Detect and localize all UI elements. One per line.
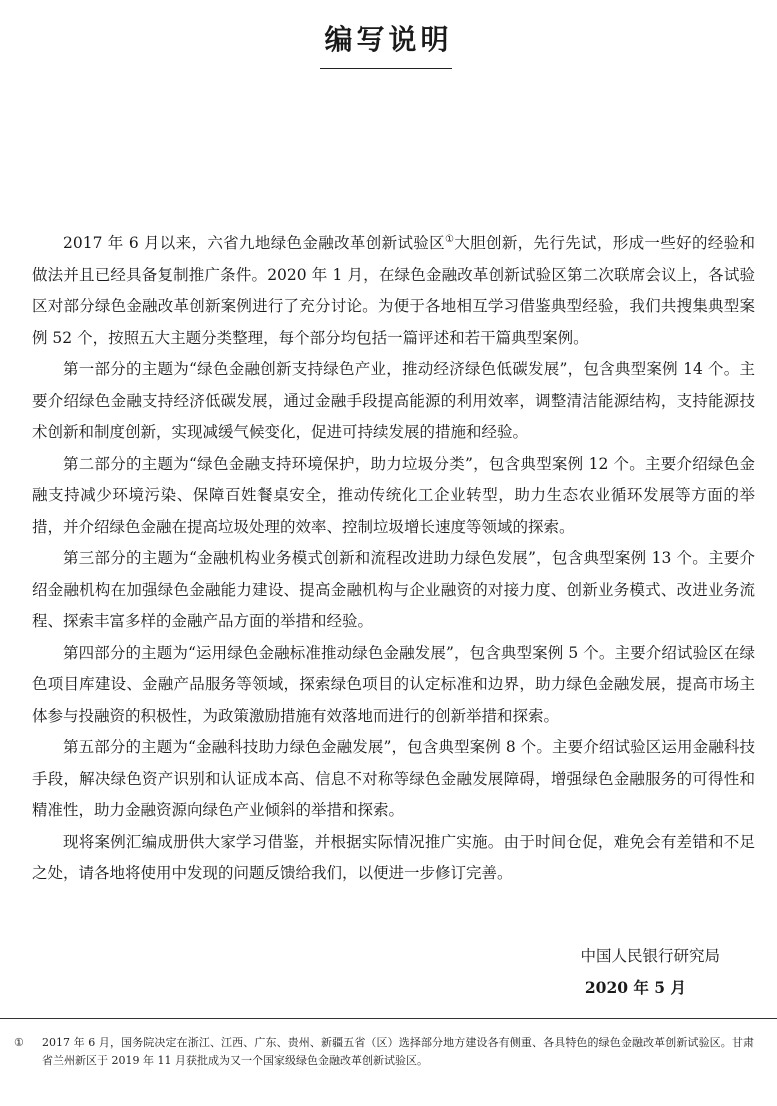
paragraph-part-one: 第一部分的主题为“绿色金融创新支持绿色产业，推动经济绿色低碳发展”，包含典型案例 14 个。主要介绍绿色金融支持经济低碳发展，通过金融手段提高能源的利用效率，调整清洁能源结构，支持能源技术创新和制度创新，实现减缓气候变化，促进可持续发展的措施和经验。: [32, 360, 755, 441]
signature-org: 中国人民银行研究局: [580, 947, 720, 965]
paragraph-part-five: 第五部分的主题为“金融科技助力绿色金融发展”，包含典型案例 8 个。主要介绍试验区运用金融科技手段，解决绿色资产识别和认证成本高、信息不对称等绿色金融发展障碍，增强绿色金融服务的可得性和精准性，助力金融资源向绿色产业倾斜的举措和探索。: [32, 738, 755, 819]
paragraph-part-two: 第二部分的主题为“绿色金融支持环境保护，助力垃圾分类”，包含典型案例 12 个。主要介绍绿色金融支持减少环境污染、保障百姓餐桌安全，推动传统化工企业转型，助力生态农业循环发展等方面的举措，并介绍绿色金融在提高垃圾处理的效率、控制垃圾增长速度等领域的探索。: [32, 454, 755, 536]
paragraph-intro-rest: 大胆创新，先行先试，形成一些好的经验和做法并且已经具备复制推广条件。2020 年 1 月，在绿色金融改革创新试验区第二次联席会议上，各试验区对部分绿色金融改革创新案例进行了充分讨论。为便于各地相互学习借鉴典型经验，我们共搜集典型案例 52 个，按照五大主题分类整理，每个部分均包括一篇评述和若干篇典型案例。: [32, 234, 755, 347]
paragraph-part-three: 第三部分的主题为“金融机构业务模式创新和流程改进助力绿色发展”，包含典型案例 13 个。主要介绍金融机构在加强绿色金融能力建设、提高金融机构与企业融资的对接力度、创新业务模式、改进业务流程、探索丰富多样的金融产品方面的举措和经验。: [32, 549, 755, 630]
footnote: [14, 1034, 754, 1070]
page-title: 编写说明: [324, 23, 453, 56]
signature-block: [440, 940, 720, 1004]
paragraph-intro-start: 2017 年 6 月以来，六省九地绿色金融改革创新试验区: [63, 234, 445, 252]
paragraph-intro: [32, 228, 755, 354]
footnote-divider: [0, 1018, 777, 1019]
footnote-mark: ①: [14, 1036, 24, 1049]
paragraph-closing: 现将案例汇编成册供大家学习借鉴，并根据实际情况推广实施。由于时间仓促，难免会有差错和不足之处，请各地将使用中发现的问题反馈给我们，以便进一步修订完善。: [32, 832, 755, 882]
body-text: [32, 228, 755, 890]
paragraph-part-four: 第四部分的主题为“运用绿色金融标准推动绿色金融发展”，包含典型案例 5 个。主要介绍试验区在绿色项目库建设、金融产品服务等领域，探索绿色项目的认定标准和边界，助力绿色金融发展，提高市场主体参与投融资的积极性，为政策激励措施有效落地而进行的创新举措和探索。: [32, 643, 755, 725]
footnote-text: 2017 年 6 月，国务院决定在浙江、江西、广东、贵州、新疆五省（区）选择部分地方建设各有侧重、各具特色的绿色金融改革创新试验区。甘肃省兰州新区于 2019 年 11 月获批成为又一个国家级绿色金融改革创新试验区。: [42, 1036, 754, 1067]
title-underline: [320, 68, 452, 69]
footnote-reference[interactable]: ①: [445, 233, 455, 245]
signature-date: 2020 年 5 月: [584, 978, 686, 997]
